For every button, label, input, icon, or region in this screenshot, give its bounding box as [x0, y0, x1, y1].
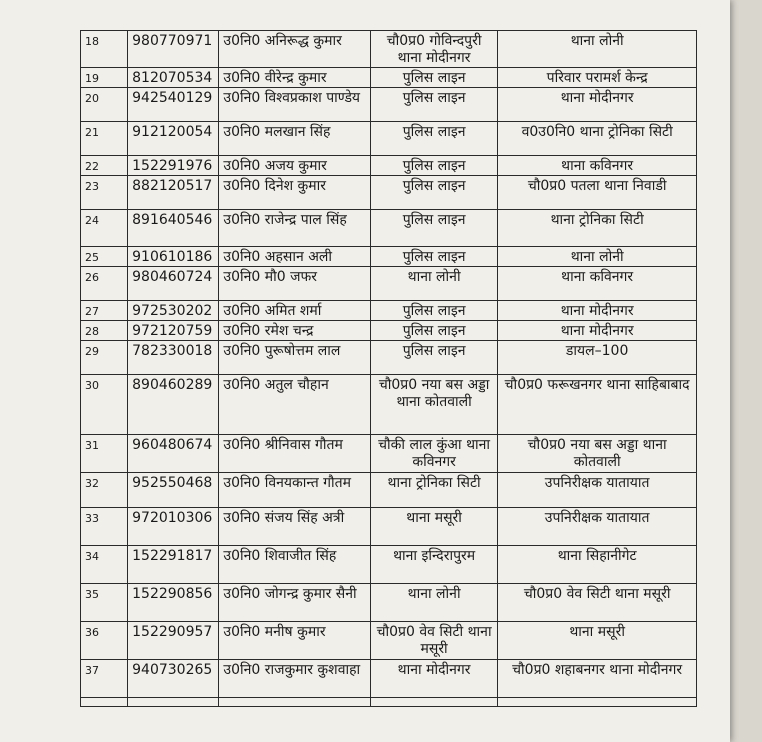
employee-number: 912120054	[128, 122, 219, 156]
serial-number: 30	[81, 375, 128, 435]
empty-cell	[370, 698, 497, 707]
employee-number: 812070534	[128, 68, 219, 88]
empty-cell	[81, 698, 128, 707]
empty-cell	[128, 698, 219, 707]
posting-to: चौ0प्र0 फरूखनगर थाना साहिबाबाद	[498, 375, 697, 435]
employee-number: 960480674	[128, 435, 219, 473]
serial-number: 18	[81, 31, 128, 68]
posting-to: चौ0प्र0 वेव सिटी थाना मसूरी	[498, 584, 697, 622]
serial-number: 21	[81, 122, 128, 156]
employee-number: 942540129	[128, 88, 219, 122]
serial-number: 27	[81, 301, 128, 321]
posting-from: पुलिस लाइन	[370, 122, 497, 156]
table-row	[81, 156, 697, 176]
posting-from: पुलिस लाइन	[370, 156, 497, 176]
officer-name: उ0नि0 मौ0 जफर	[219, 267, 370, 301]
posting-from: थाना मसूरी	[370, 508, 497, 546]
officer-name: उ0नि0 पुरूषोत्तम लाल	[219, 341, 370, 375]
posting-to: चौ0प्र0 नया बस अड्डा थाना कोतवाली	[498, 435, 697, 473]
officer-name: उ0नि0 श्रीनिवास गौतम	[219, 435, 370, 473]
employee-number: 882120517	[128, 176, 219, 210]
employee-number: 891640546	[128, 210, 219, 247]
posting-to: उपनिरीक्षक यातायात	[498, 473, 697, 508]
officer-name: उ0नि0 मनीष कुमार	[219, 622, 370, 660]
posting-from: पुलिस लाइन	[370, 301, 497, 321]
posting-from: पुलिस लाइन	[370, 321, 497, 341]
posting-to: डायल–100	[498, 341, 697, 375]
employee-number: 940730265	[128, 660, 219, 698]
table-row	[81, 321, 697, 341]
serial-number: 33	[81, 508, 128, 546]
posting-from: चौ0प्र0 गोविन्दपुरी थाना मोदीनगर	[370, 31, 497, 68]
posting-from: चौ0प्र0 नया बस अड्डा थाना कोतवाली	[370, 375, 497, 435]
serial-number: 24	[81, 210, 128, 247]
posting-to: थाना कविनगर	[498, 267, 697, 301]
officer-name: उ0नि0 मलखान सिंह	[219, 122, 370, 156]
employee-number: 890460289	[128, 375, 219, 435]
serial-number: 35	[81, 584, 128, 622]
posting-from: थाना ट्रोनिका सिटी	[370, 473, 497, 508]
posting-to: थाना मोदीनगर	[498, 321, 697, 341]
officer-name: उ0नि0 विश्वप्रकाश पाण्डेय	[219, 88, 370, 122]
table-row	[81, 267, 697, 301]
empty-cell	[219, 698, 370, 707]
serial-number: 36	[81, 622, 128, 660]
posting-from: थाना लोनी	[370, 267, 497, 301]
employee-number: 972120759	[128, 321, 219, 341]
employee-number: 152290957	[128, 622, 219, 660]
posting-from: पुलिस लाइन	[370, 210, 497, 247]
posting-to: थाना लोनी	[498, 247, 697, 267]
serial-number: 26	[81, 267, 128, 301]
employee-number: 980770971	[128, 31, 219, 68]
posting-from: पुलिस लाइन	[370, 341, 497, 375]
officer-name: उ0नि0 अमित शर्मा	[219, 301, 370, 321]
officer-name: उ0नि0 अतुल चौहान	[219, 375, 370, 435]
posting-from: पुलिस लाइन	[370, 247, 497, 267]
serial-number: 20	[81, 88, 128, 122]
officer-name: उ0नि0 संजय सिंह अत्री	[219, 508, 370, 546]
officer-name: उ0नि0 शिवाजीत सिंह	[219, 546, 370, 584]
table-row	[81, 247, 697, 267]
posting-to: उपनिरीक्षक यातायात	[498, 508, 697, 546]
serial-number: 31	[81, 435, 128, 473]
table-row	[81, 88, 697, 122]
table-row	[81, 176, 697, 210]
posting-from: पुलिस लाइन	[370, 176, 497, 210]
table-row	[81, 210, 697, 247]
posting-from: पुलिस लाइन	[370, 88, 497, 122]
posting-from: पुलिस लाइन	[370, 68, 497, 88]
table-row	[81, 301, 697, 321]
officer-name: उ0नि0 राजकुमार कुशवाहा	[219, 660, 370, 698]
posting-from: चौकी लाल कुंआ थाना कविनगर	[370, 435, 497, 473]
employee-number: 972010306	[128, 508, 219, 546]
posting-to: थाना ट्रोनिका सिटी	[498, 210, 697, 247]
employee-number: 910610186	[128, 247, 219, 267]
posting-to: थाना सिहानीगेट	[498, 546, 697, 584]
officer-name: उ0नि0 वीरेन्द्र कुमार	[219, 68, 370, 88]
employee-number: 152290856	[128, 584, 219, 622]
table-row	[81, 660, 697, 698]
table-row-partial	[81, 698, 697, 707]
employee-number: 152291976	[128, 156, 219, 176]
posting-to: थाना मोदीनगर	[498, 301, 697, 321]
posting-from: थाना लोनी	[370, 584, 497, 622]
table-row	[81, 375, 697, 435]
posting-to: चौ0प्र0 पतला थाना निवाडी	[498, 176, 697, 210]
table-row	[81, 435, 697, 473]
table-row	[81, 508, 697, 546]
officer-name: उ0नि0 राजेन्द्र पाल सिंह	[219, 210, 370, 247]
table-row	[81, 31, 697, 68]
posting-to: थाना कविनगर	[498, 156, 697, 176]
officer-name: उ0नि0 जोगन्द्र कुमार सैनी	[219, 584, 370, 622]
employee-number: 952550468	[128, 473, 219, 508]
officer-name: उ0नि0 दिनेश कुमार	[219, 176, 370, 210]
table-row	[81, 546, 697, 584]
employee-number: 980460724	[128, 267, 219, 301]
table-row	[81, 122, 697, 156]
employee-number: 152291817	[128, 546, 219, 584]
serial-number: 23	[81, 176, 128, 210]
employee-number: 972530202	[128, 301, 219, 321]
table-row	[81, 341, 697, 375]
transfer-table	[80, 30, 697, 707]
serial-number: 25	[81, 247, 128, 267]
officer-name: उ0नि0 अहसान अली	[219, 247, 370, 267]
officer-name: उ0नि0 अजय कुमार	[219, 156, 370, 176]
table-row	[81, 473, 697, 508]
employee-number: 782330018	[128, 341, 219, 375]
empty-cell	[498, 698, 697, 707]
serial-number: 29	[81, 341, 128, 375]
officer-name: उ0नि0 विनयकान्त गौतम	[219, 473, 370, 508]
serial-number: 37	[81, 660, 128, 698]
serial-number: 34	[81, 546, 128, 584]
table-row	[81, 68, 697, 88]
serial-number: 19	[81, 68, 128, 88]
serial-number: 28	[81, 321, 128, 341]
officer-name: उ0नि0 अनिरूद्ध कुमार	[219, 31, 370, 68]
serial-number: 32	[81, 473, 128, 508]
table-row	[81, 584, 697, 622]
posting-from: चौ0प्र0 वेव सिटी थाना मसूरी	[370, 622, 497, 660]
posting-to: व0उ0नि0 थाना ट्रोनिका सिटी	[498, 122, 697, 156]
posting-from: थाना इन्दिरापुरम	[370, 546, 497, 584]
serial-number: 22	[81, 156, 128, 176]
posting-to: थाना मोदीनगर	[498, 88, 697, 122]
posting-to: थाना लोनी	[498, 31, 697, 68]
posting-from: थाना मोदीनगर	[370, 660, 497, 698]
officer-name: उ0नि0 रमेश चन्द्र	[219, 321, 370, 341]
posting-to: चौ0प्र0 शहाबनगर थाना मोदीनगर	[498, 660, 697, 698]
table-row	[81, 622, 697, 660]
posting-to: थाना मसूरी	[498, 622, 697, 660]
posting-to: परिवार परामर्श केन्द्र	[498, 68, 697, 88]
